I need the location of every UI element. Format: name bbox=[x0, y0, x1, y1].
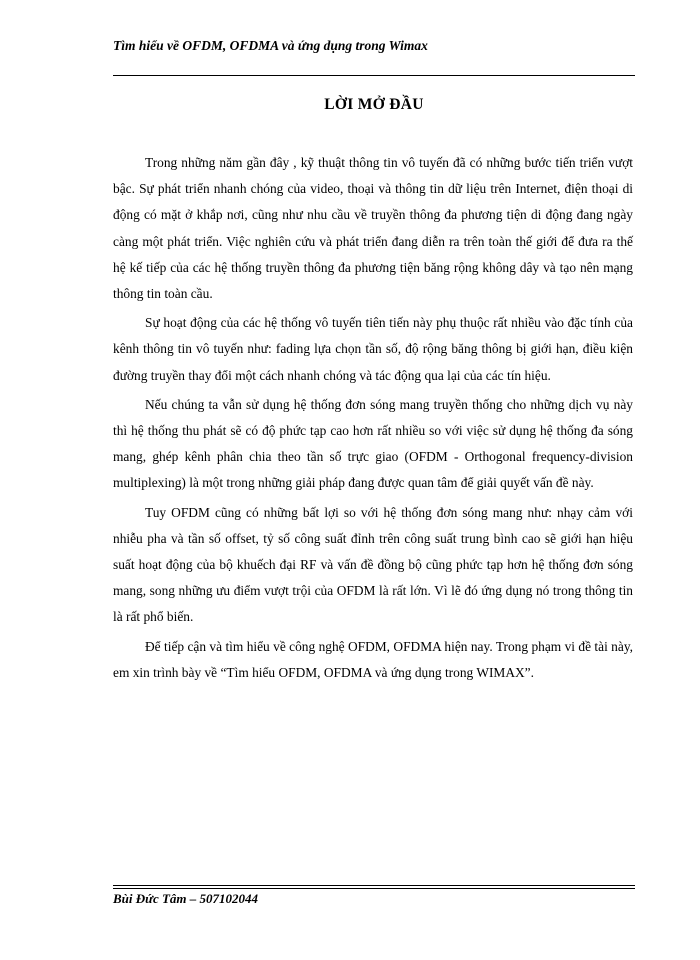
paragraph-4: Tuy OFDM cũng có những bất lợi so với hệ thống đơn sóng mang như: nhạy cảm với nhiễu pha và tần số offset, tỷ số công suất đỉnh trên công suất trung bình cao sẽ giới hạn hiệu suất hoạt động của bộ khuếch đại RF và vấn đề đồng bộ cũng phức tạp hơn hệ thống đơn sóng mang, song những ưu điểm vượt trội của OFDM là rất lớn. Vì lẽ đó ứng dụng nó trong thông tin là rất phổ biến. bbox=[113, 504, 633, 625]
footer-author: Bùi Đức Tâm – 507102044 bbox=[113, 891, 259, 906]
paragraph-3: Nếu chúng ta vẫn sử dụng hệ thống đơn sóng mang truyền thống cho những dịch vụ này thì hệ thống thu phát sẽ có độ phức tạp cao hơn rất nhiều so với việc sử dụng hệ thống đa sóng mang, ghép kênh phân chia theo tần số trực giao (OFDM - Orthogonal frequency-division multiplexing) là một trong những giải pháp đang được quan tâm để giải quyết vấn đề này. bbox=[113, 396, 633, 491]
page-heading: LỜI MỞ ĐẦU bbox=[324, 96, 424, 113]
running-header-title: Tìm hiểu về OFDM, OFDMA và ứng dụng trong Wimax bbox=[113, 38, 428, 53]
footer-rule bbox=[113, 885, 635, 889]
body-text bbox=[113, 150, 633, 689]
paragraph-1: Trong những năm gần đây , kỹ thuật thông tin vô tuyến đã có những bước tiến triển vượt bậc. Sự phát triển nhanh chóng của video, thoại và thông tin dữ liệu trên Internet, điện thoại di động có mặt ở khắp nơi, cũng như nhu cầu về truyền thông đa phương tiện di động đang ngày càng một phát triển. Việc nghiên cứu và phát triển đang diễn ra trên toàn thế giới để đưa ra thế hệ kế tiếp của các hệ thống truyền thông đa phương tiện băng rộng không dây và tạo nên mạng thông tin toàn cầu. bbox=[113, 155, 633, 302]
paragraph-2: Sự hoạt động của các hệ thống vô tuyến tiên tiến này phụ thuộc rất nhiều vào đặc tính của kênh thông tin vô tuyến như: fading lựa chọn tần số, độ rộng băng thông bị giới hạn, điều kiện đường truyền thay đổi một cách nhanh chóng và tác động qua lại của các tín hiệu. bbox=[113, 315, 633, 383]
header-rule bbox=[113, 75, 635, 76]
paragraph-5: Để tiếp cận và tìm hiểu về công nghệ OFDM, OFDMA hiện nay. Trong phạm vi đề tài này, em xin trình bày về “Tìm hiểu OFDM, OFDMA và ứng dụng trong WIMAX”. bbox=[113, 638, 633, 680]
